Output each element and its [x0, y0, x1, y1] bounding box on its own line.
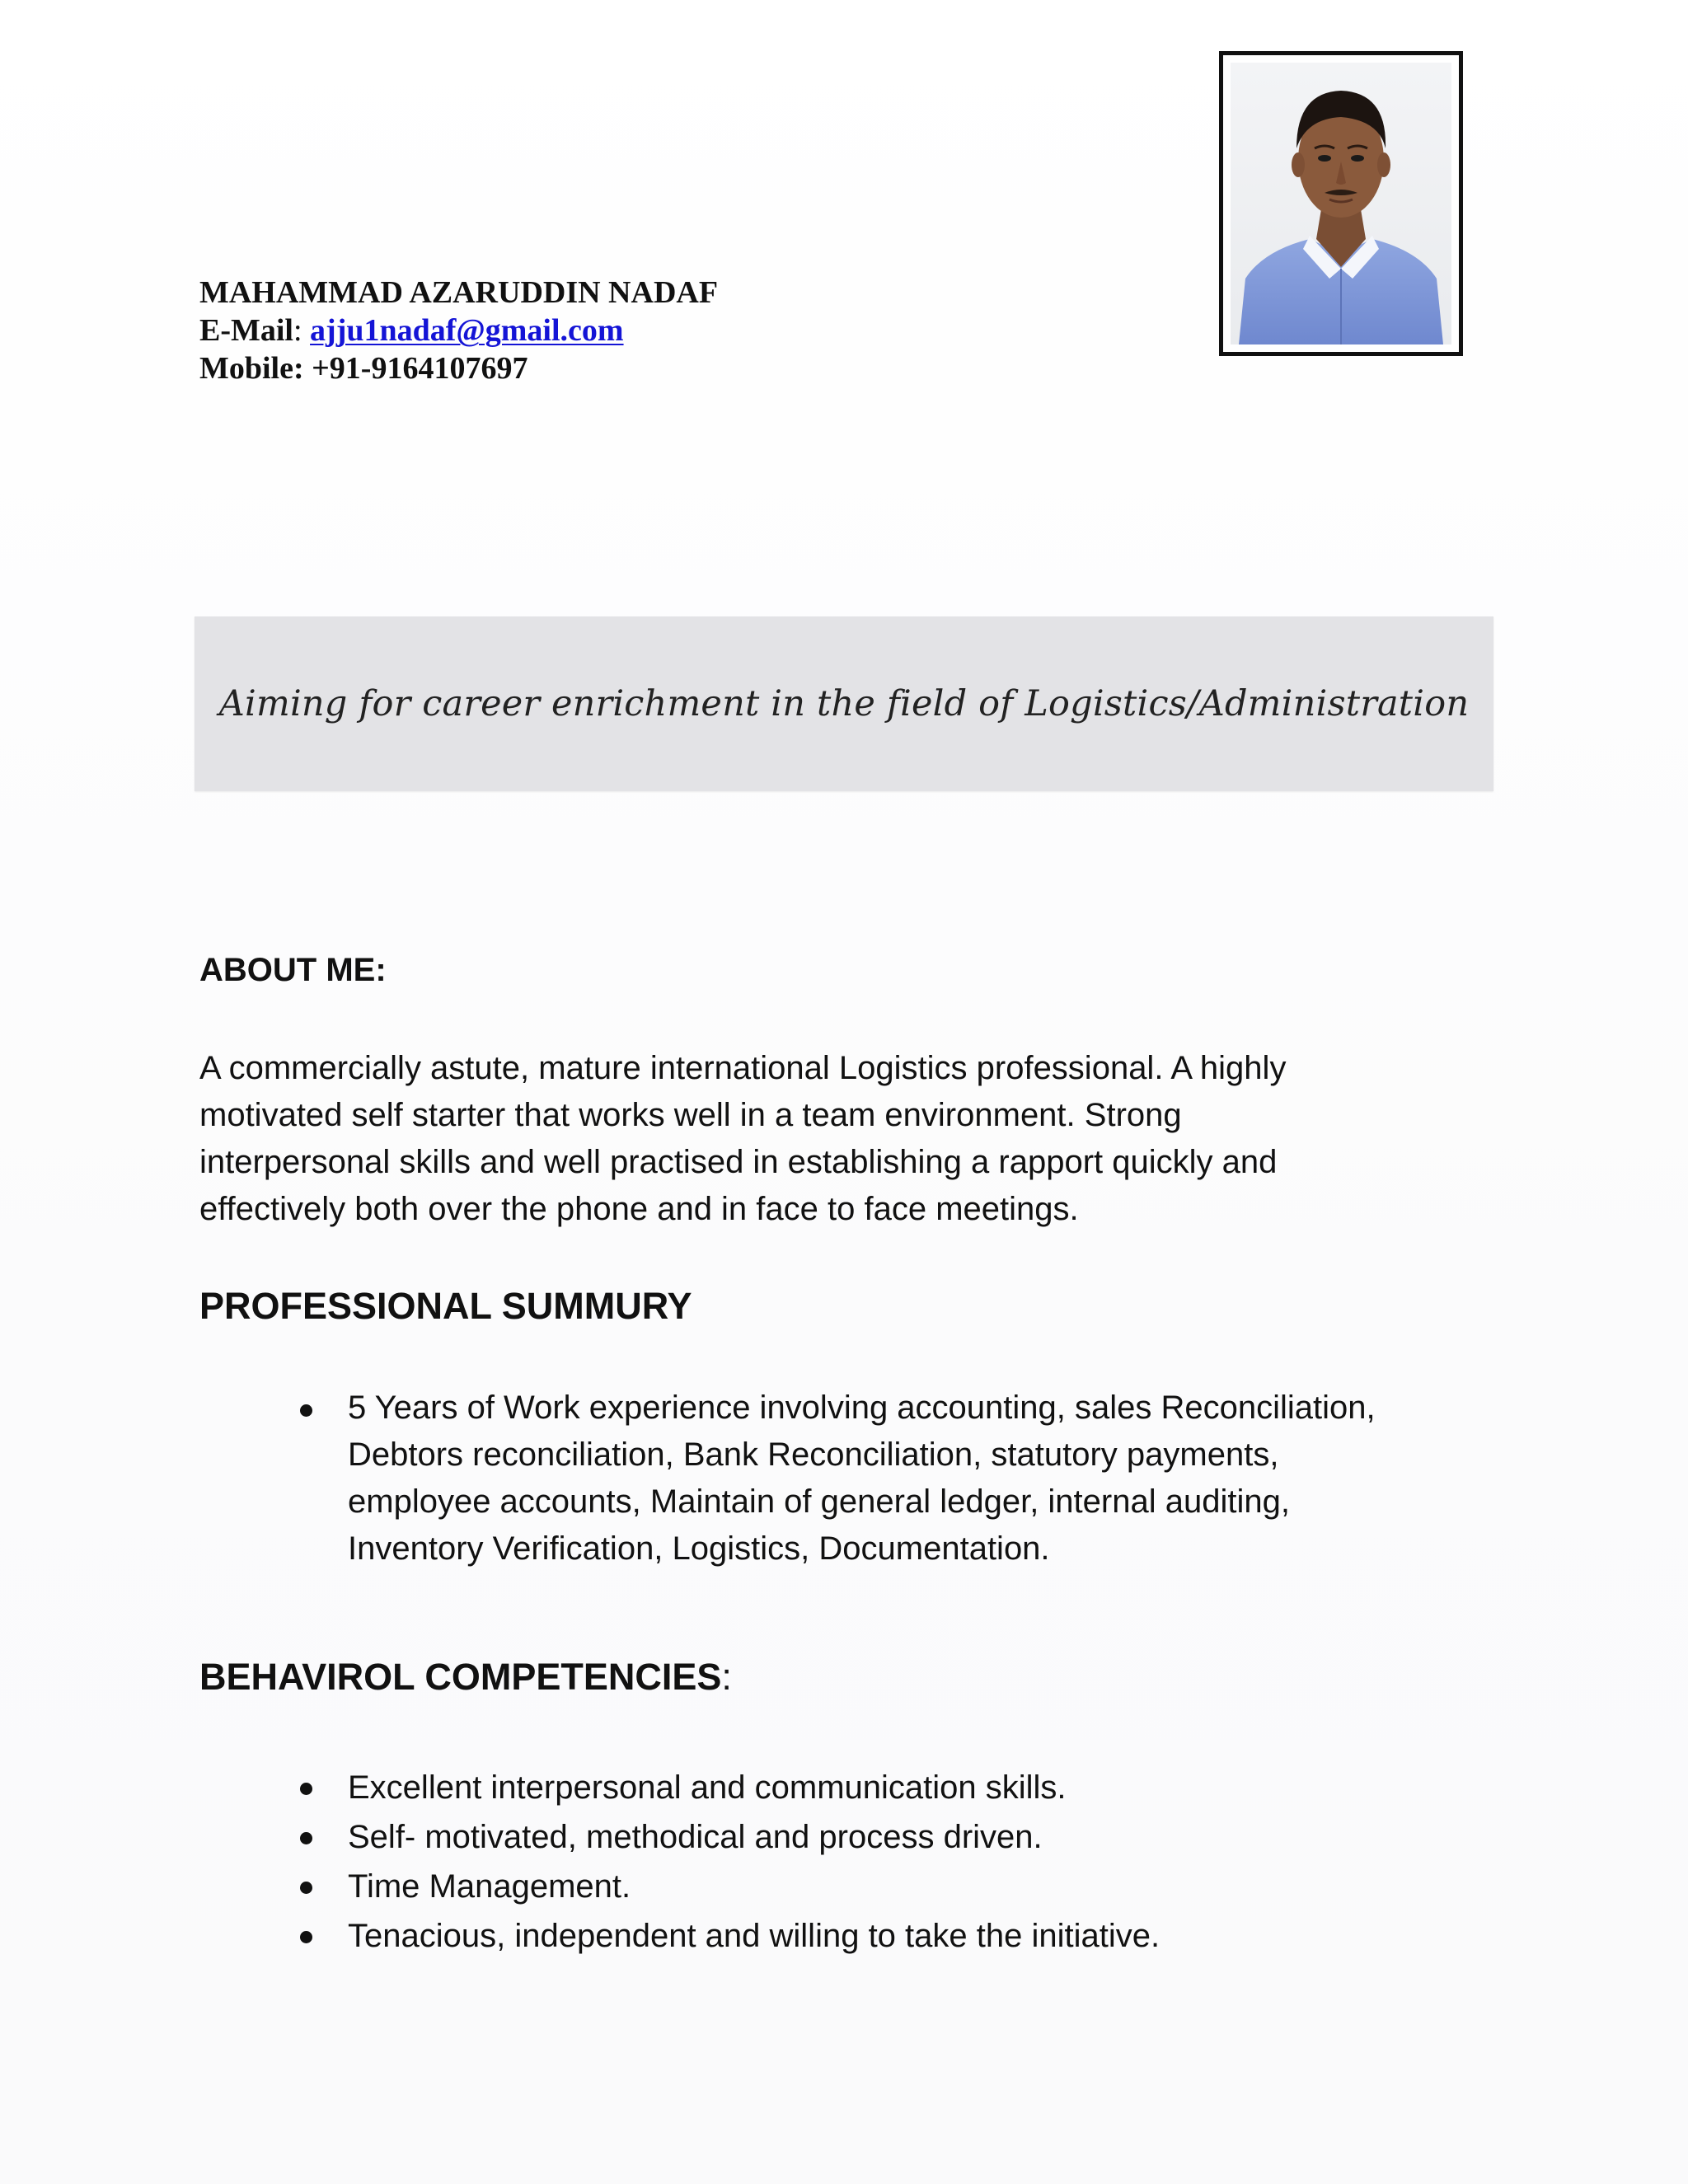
bullet-icon: [300, 1832, 312, 1844]
list-item-text: Self- motivated, methodical and process driven.: [348, 1819, 1043, 1855]
about-line: effectively both over the phone and in face to face meetings.: [199, 1191, 1079, 1227]
list-item-text: Excellent interpersonal and communication skills.: [348, 1769, 1067, 1806]
list-item: [0, 1911, 1688, 1961]
professional-summary-heading: PROFESSIONAL SUMMURY: [199, 1285, 692, 1327]
behavioral-heading-text: BEHAVIROL COMPETENCIES: [199, 1656, 722, 1698]
candidate-name: MAHAMMAD AZARUDDIN NADAF: [199, 275, 719, 310]
list-item-line: employee accounts, Maintain of general ledger, internal auditing,: [348, 1483, 1290, 1520]
mobile-label: Mobile:: [199, 351, 304, 386]
about-line: interpersonal skills and well practised in establishing a rapport quickly and: [199, 1144, 1278, 1180]
mobile-row: [199, 349, 718, 387]
list-item-line: Inventory Verification, Logistics, Documentation.: [348, 1530, 1050, 1567]
email-row: [199, 312, 718, 349]
email-link[interactable]: ajju1nadaf@gmail.com: [310, 313, 624, 348]
list-item: [0, 1763, 1688, 1812]
list-item-line: 5 Years of Work experience involving accounting, sales Reconciliation,: [348, 1390, 1376, 1426]
bullet-icon: [300, 1882, 312, 1894]
about-paragraph: [199, 1045, 1485, 1233]
profile-photo: [1219, 51, 1463, 356]
list-item-text: Tenacious, independent and willing to take the initiative.: [348, 1918, 1160, 1954]
behavioral-heading-colon: :: [721, 1656, 732, 1698]
list-item: [0, 1812, 1688, 1862]
list-item-text: Time Management.: [348, 1868, 631, 1905]
email-label: E-Mail: [199, 313, 293, 348]
bullet-icon: [300, 1404, 312, 1417]
career-objective-text: Aiming for career enrichment in the field of Logistics/Administration: [218, 683, 1470, 724]
list-item: [0, 1862, 1688, 1911]
about-line: motivated self starter that works well in a team environment. Strong: [199, 1097, 1182, 1133]
about-heading: ABOUT ME:: [199, 952, 387, 988]
behavioral-competencies-heading: [199, 1656, 732, 1699]
mobile-number: +91-9164107697: [312, 351, 528, 386]
bullet-icon: [300, 1931, 312, 1943]
contact-block: [199, 274, 718, 387]
list-item-line: Debtors reconciliation, Bank Reconciliation, statutory payments,: [348, 1436, 1279, 1473]
career-objective-banner: [195, 616, 1493, 791]
profile-photo-image: [1231, 63, 1451, 344]
about-line: A commercially astute, mature international Logistics professional. A highly: [199, 1050, 1287, 1086]
email-colon: :: [293, 313, 302, 348]
list-item-text: [348, 1385, 1376, 1572]
behavioral-competencies-list: [0, 1763, 1688, 1961]
bullet-icon: [300, 1783, 312, 1795]
